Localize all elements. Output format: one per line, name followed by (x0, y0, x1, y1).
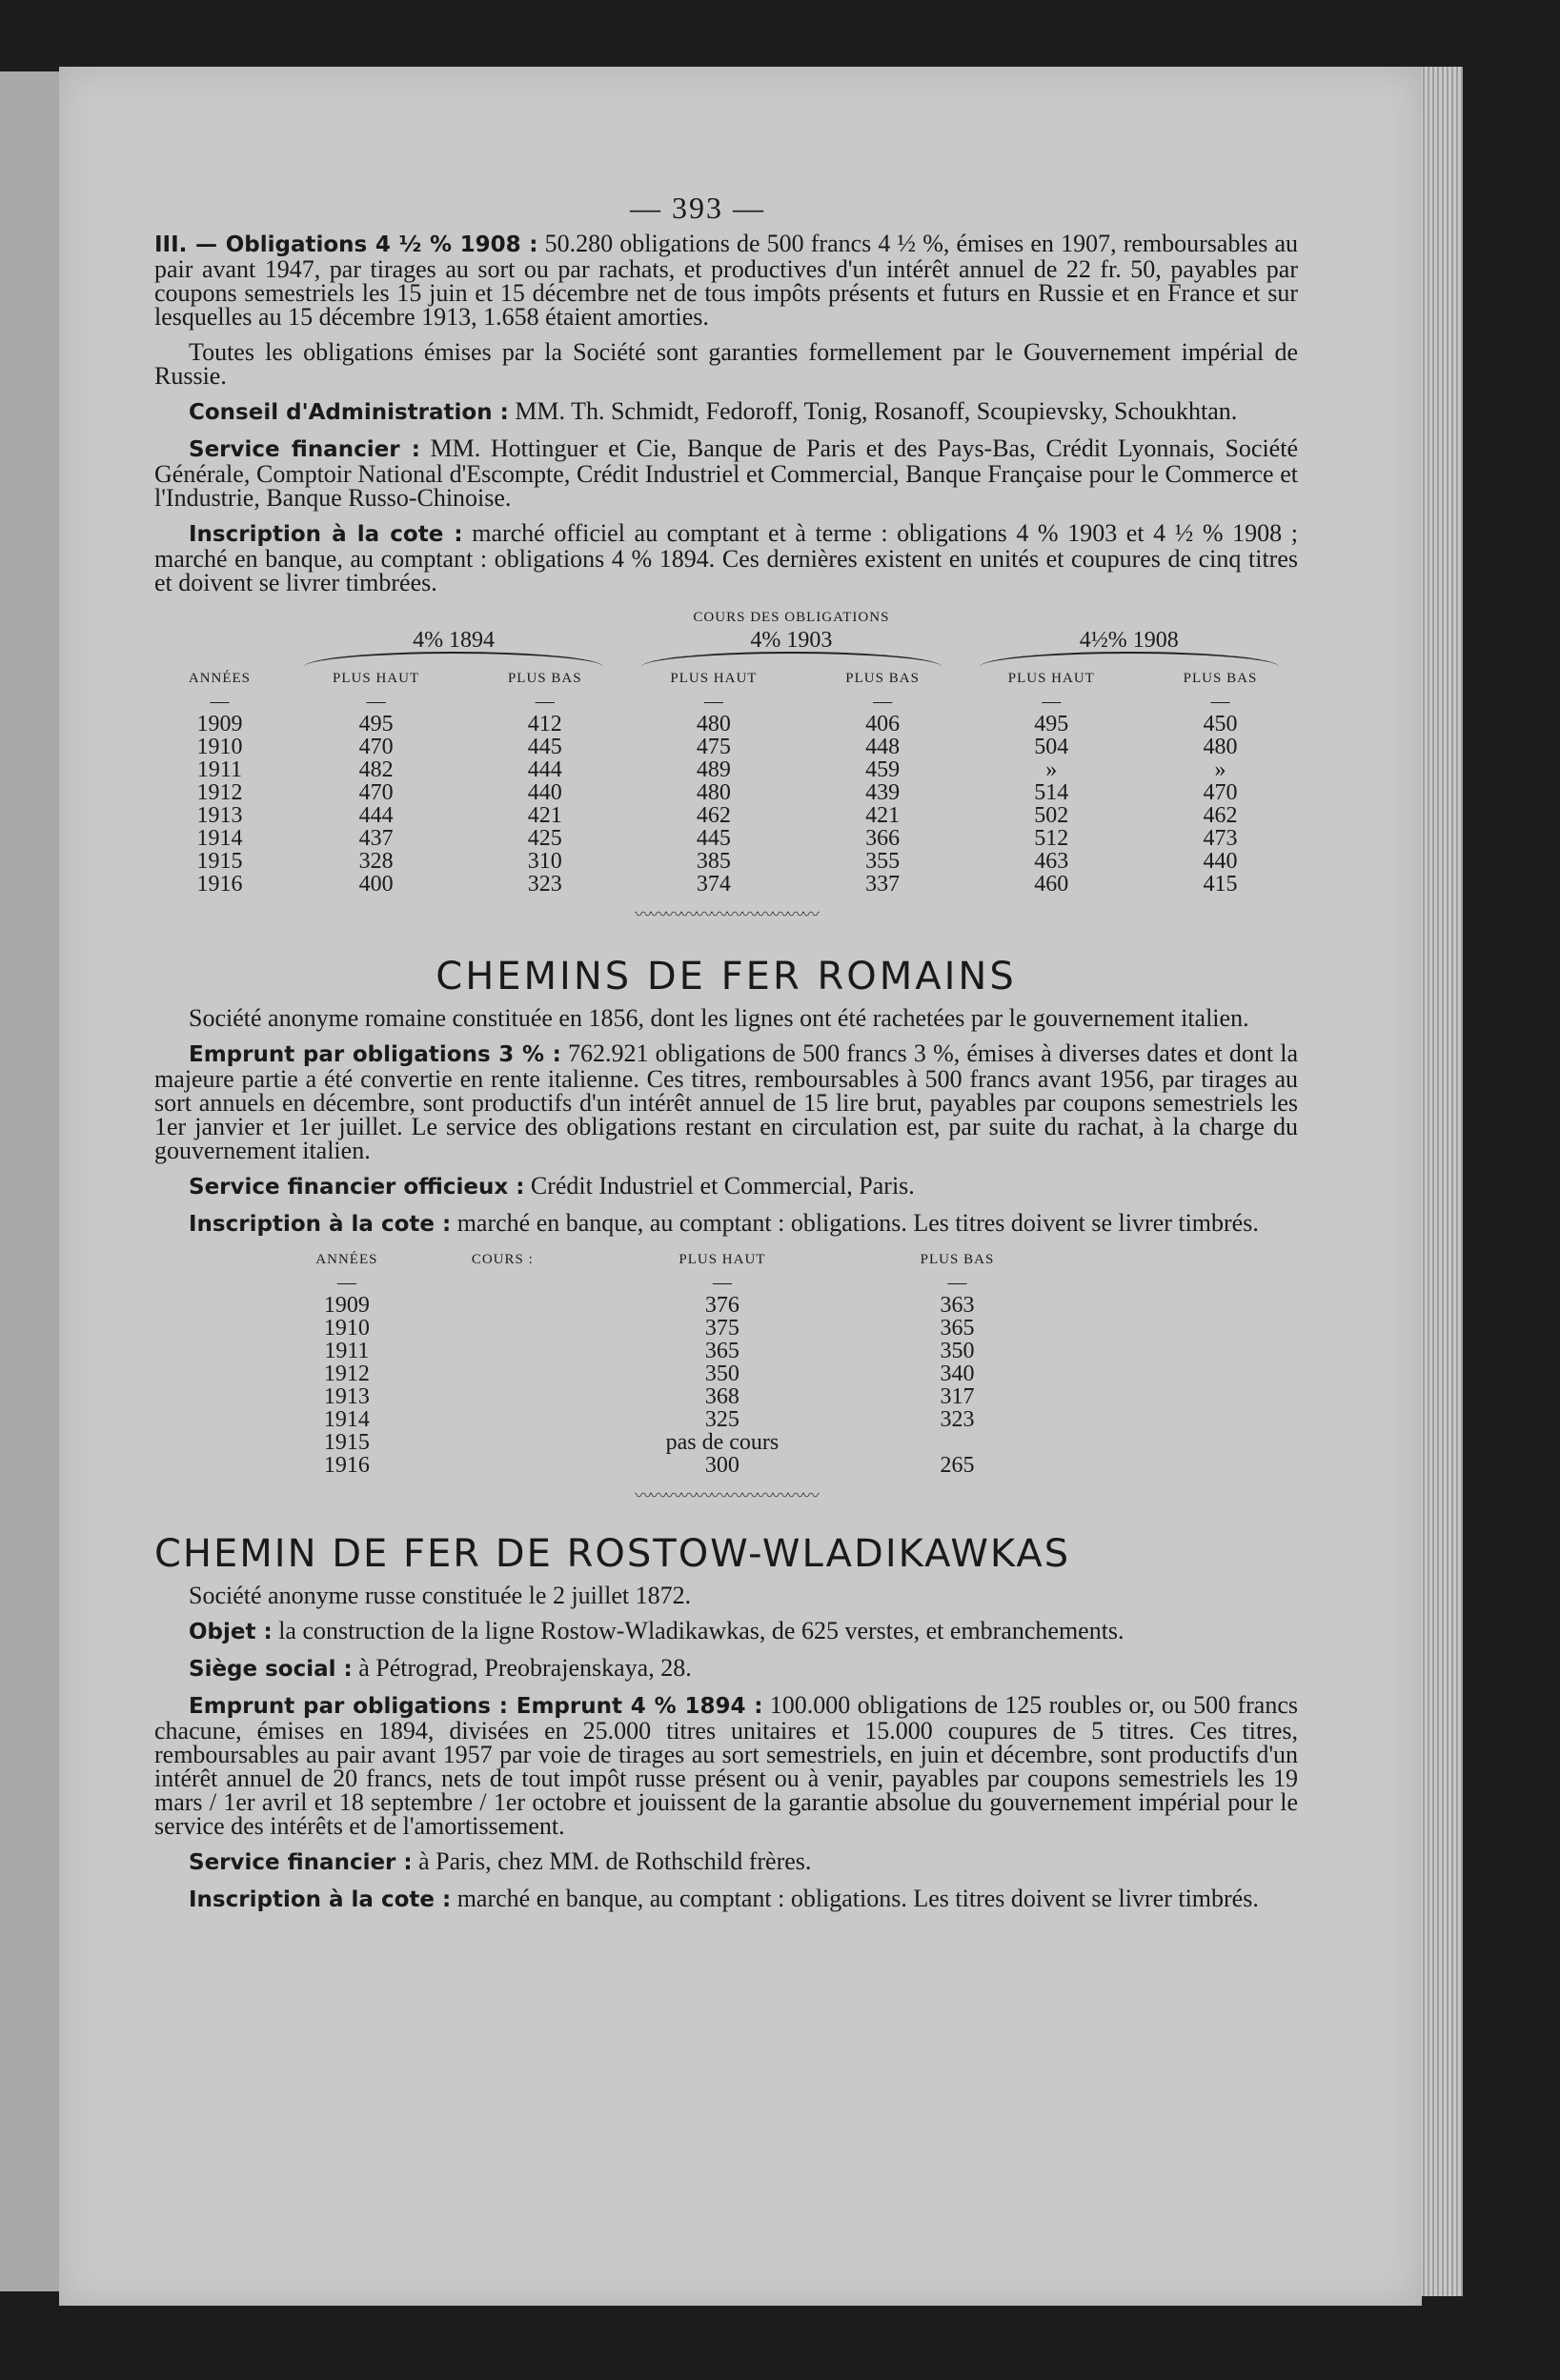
group-header: 4% 1894 (285, 629, 622, 667)
table-cell: 412 (527, 712, 562, 736)
guarantee-paragraph: Toutes les obligations émises par la Société sont garanties formellement par le Gouvernement impérial de Russie. (154, 338, 1298, 390)
inscription-label: Inscription à la cote : (189, 1887, 452, 1912)
table-cell: 421 (865, 803, 901, 828)
table-cell: 1910 (323, 1316, 370, 1341)
table-cell (425, 1385, 580, 1408)
emprunt-label: Emprunt par obligations 3 % : (189, 1042, 561, 1067)
table-cell: 480 (696, 780, 731, 805)
inscription-text: marché officiel au comptant et à terme : obligations 4 % 1903 et 4 ½ % 1908 ; marché en banque, au comptant : obligations 4 % 1894. Ces dernières existent en unités et coupures de cinq titres et doivent se livrer timbrées. (154, 519, 1298, 596)
table-cell: 1912 (323, 1361, 370, 1386)
table-cell: 1916 (196, 872, 243, 897)
table-cell: 514 (1034, 780, 1069, 805)
table-cell: 363 (940, 1293, 975, 1318)
table-cell: 265 (940, 1453, 975, 1478)
table-cell: 406 (865, 712, 901, 736)
table-cell: 365 (940, 1316, 975, 1341)
service-label: Service financier : (189, 437, 420, 462)
romains-emprunt (154, 1041, 1298, 1162)
table-row (269, 1317, 1050, 1340)
table-cell: » (1045, 757, 1058, 782)
col-plus-bas: PLUS BAS (845, 671, 920, 686)
table-cell: 375 (704, 1316, 739, 1341)
table-cell (425, 1408, 580, 1431)
rostow-inscription (154, 1886, 1298, 1912)
table-cell: 1913 (196, 803, 243, 828)
conseil-label: Conseil d'Administration : (189, 400, 509, 425)
table-cell: 310 (527, 849, 562, 874)
obligations-text: 50.280 obligations de 500 francs 4 ½ %, émises en 1907, remboursables au pair avant 1947, par tirages au sort ou par rachats, et productives d'un intérêt annuel de 22 fr. 50, payables par coupons semestriels les 15 juin et 15 décembre net de tous impôts présents et futurs en Russie et en France et sur lesquelles au 15 décembre 1913, 1.658 étaient amorties. (154, 230, 1298, 331)
rostow-objet (154, 1619, 1298, 1644)
table-row (154, 736, 1298, 758)
table-row (154, 827, 1298, 850)
table-cell: 1915 (323, 1430, 370, 1455)
objet-text: la construction de la ligne Rostow-Wladikawkas, de 625 verstes, et embranchements. (272, 1617, 1124, 1644)
siege-label: Siège social : (189, 1657, 353, 1682)
service-label: Service financier : (189, 1850, 413, 1875)
table-cell: 482 (358, 757, 394, 782)
col-plus-haut: PLUS HAUT (333, 671, 420, 686)
table-cell (425, 1317, 580, 1340)
table-cell: 400 (358, 872, 394, 897)
inscription-text: marché en banque, au comptant : obligations. Les titres doivent se livrer timbrés. (451, 1209, 1259, 1237)
service-text: Crédit Industriel et Commercial, Paris. (524, 1172, 915, 1200)
table-cell: 437 (358, 826, 394, 851)
col-annees: ANNÉES (315, 1252, 378, 1267)
table-cell: 340 (940, 1361, 975, 1386)
col-annees: ANNÉES (188, 671, 252, 686)
page-content (154, 191, 1298, 1924)
table-cell: 1909 (196, 712, 243, 736)
table-cell: 385 (696, 849, 731, 874)
table-cell: 459 (865, 757, 901, 782)
section-title-rostow: CHEMIN DE FER DE ROSTOW-WLADIKAWKAS (154, 1532, 1071, 1576)
conseil-text: MM. Th. Schmidt, Fedoroff, Tonig, Rosanoff, Scoupievsky, Schoukhtan. (508, 397, 1238, 425)
table-cell: 439 (865, 780, 901, 805)
table-cell: 328 (358, 849, 394, 874)
table-cell: 355 (865, 849, 901, 874)
table-row (154, 850, 1298, 873)
romains-inscription (154, 1211, 1298, 1237)
table-cell: 323 (940, 1407, 975, 1432)
col-plus-bas: PLUS BAS (507, 671, 582, 686)
obligations-heading: III. — Obligations 4 ½ % 1908 : (154, 232, 538, 257)
table-cell (425, 1362, 580, 1385)
group-header: 4½% 1908 (961, 629, 1298, 667)
siege-text: à Pétrograd, Preobrajenskaya, 28. (352, 1654, 692, 1682)
rostow-service (154, 1849, 1298, 1875)
service-text: MM. Hottinguer et Cie, Banque de Paris et des Pays-Bas, Crédit Lyonnais, Société Générale, Comptoir National d'Escompte, Crédit Industriel et Commercial, Banque Française pour le Commerce et l'Industrie, Banque Russo-Chinoise. (154, 434, 1298, 512)
table-body (269, 1294, 1050, 1477)
emprunt-label: Emprunt par obligations : Emprunt 4 % 1894 : (189, 1694, 763, 1719)
table-cell: 1913 (323, 1384, 370, 1409)
table-cell: 462 (1203, 803, 1238, 828)
table-cell: 502 (1034, 803, 1069, 828)
table-row (269, 1362, 1050, 1385)
table-cell: 470 (358, 735, 394, 759)
table-cell: 448 (865, 735, 901, 759)
table-cell: 463 (1034, 849, 1069, 874)
service-text: à Paris, chez MM. de Rothschild frères. (412, 1847, 812, 1875)
table-cell: 368 (704, 1384, 739, 1409)
service-paragraph (154, 436, 1298, 510)
table-cell: 440 (527, 780, 562, 805)
rostow-intro: Société anonyme russe constituée le 2 juillet 1872. (189, 1582, 692, 1609)
page-number: — 393 — (630, 191, 765, 225)
table-cell: » (1214, 757, 1226, 782)
inscription-paragraph (154, 521, 1298, 595)
table-cell (425, 1294, 580, 1317)
table-cell: 445 (696, 826, 731, 851)
inscription-label: Inscription à la cote : (189, 522, 463, 547)
col-plus-bas: PLUS BAS (1183, 671, 1258, 686)
inscription-label: Inscription à la cote : (189, 1212, 452, 1237)
table-cell: 473 (1203, 826, 1238, 851)
table-cell: 421 (527, 803, 562, 828)
table-cell: 440 (1203, 849, 1238, 874)
table-cell: 350 (704, 1361, 739, 1386)
table-cell: 1909 (323, 1293, 370, 1318)
header-row (269, 1248, 1050, 1271)
col-cours: COURS : (471, 1252, 534, 1267)
table-cell: 317 (940, 1384, 975, 1409)
brace-line (304, 652, 603, 667)
table-cell: 366 (865, 826, 901, 851)
romains-intro: Société anonyme romaine constituée en 1856, dont les lignes ont été rachetées par le gouvernement italien. (189, 1004, 1249, 1032)
table-cell: 450 (1203, 712, 1238, 736)
table-cell: 1914 (196, 826, 243, 851)
table-row (269, 1340, 1050, 1362)
brace-line (641, 652, 941, 667)
table-row (269, 1431, 1050, 1454)
table-cell: 1916 (323, 1453, 370, 1478)
obligations-paragraph (154, 232, 1298, 329)
emprunt-text: 100.000 obligations de 125 roubles or, ou 500 francs chacune, émises en 1894, divisées en 25.000 titres unitaires et 15.000 coupures de 5 titres. Ces titres, remboursables au pair avant 1957 par voie de tirages au sort semestriels, en juin et décembre, sont productifs d'un intérêt annuel de 20 francs, nets de tout impôt russe présent ou à venir, payables par coupons semestriels les 19 mars / 1er avril et 18 septembre / 1er octobre et jouissent de la garantie absolue du gouvernement impérial pour le service des intérêts et de l'amortissement. (154, 1691, 1299, 1840)
ornament-divider: 〰〰〰〰〰〰〰〰〰〰〰〰 (635, 905, 818, 924)
inscription-text: marché en banque, au comptant : obligations. Les titres doivent se livrer timbrés. (451, 1885, 1259, 1912)
table-cell (864, 1431, 1050, 1454)
table-cell: 475 (696, 735, 731, 759)
table-cell: 1912 (196, 780, 243, 805)
table-row (269, 1385, 1050, 1408)
table-cell: 495 (1034, 712, 1069, 736)
rostow-siege (154, 1656, 1298, 1682)
table-cell: 1911 (196, 757, 242, 782)
col-plus-haut: PLUS HAUT (679, 1252, 766, 1267)
table-cell: 1910 (196, 735, 243, 759)
table-caption-row (154, 606, 1298, 629)
table-cell: 337 (865, 872, 901, 897)
sub-header-row (154, 667, 1298, 690)
romains-service (154, 1174, 1298, 1200)
col-plus-bas: PLUS BAS (920, 1252, 995, 1267)
table-cell: 374 (696, 872, 731, 897)
section-title-romains: CHEMINS DE FER ROMAINS (436, 955, 1017, 998)
table-row (154, 713, 1298, 736)
obligations-price-table (154, 606, 1298, 896)
col-plus-haut: PLUS HAUT (1007, 671, 1095, 686)
table-cell: 350 (940, 1339, 975, 1363)
table-row (269, 1454, 1050, 1477)
table-cell: 445 (527, 735, 562, 759)
table-cell: 480 (1203, 735, 1238, 759)
rostow-emprunt (154, 1693, 1298, 1838)
book-page (59, 67, 1422, 2306)
table-cell: 460 (1034, 872, 1069, 897)
table-cell: 415 (1203, 872, 1238, 897)
table-cell: 470 (1203, 780, 1238, 805)
table-cell: 376 (704, 1293, 739, 1318)
previous-page-edge (0, 71, 61, 2291)
table-cell: 365 (704, 1339, 739, 1363)
table-cell (425, 1340, 580, 1362)
table-cell: 504 (1034, 735, 1069, 759)
table-cell (425, 1454, 580, 1477)
group-header: 4% 1903 (622, 629, 960, 667)
dash-row: — — — (336, 1272, 967, 1293)
table-cell: 325 (704, 1407, 739, 1432)
table-cell: 323 (527, 872, 562, 897)
table-row (154, 781, 1298, 804)
table-cell: 1911 (324, 1339, 370, 1363)
table-cell (425, 1431, 580, 1454)
emprunt-text: 762.921 obligations de 500 francs 3 %, émises à diverses dates et dont la majeure partie a été convertie en rente italienne. Ces titres, remboursables à 500 francs avant 1956, par tirages au sort annuels en décembre, sont productifs d'un intérêt annuel de 15 lire brut, payables par coupons semestriels les 1er janvier et 1er juillet. Le service des obligations restant en circulation est, par suite du rachat, à la charge du gouvernement italien. (154, 1039, 1298, 1164)
table-cell: 300 (704, 1453, 739, 1478)
table-cell: 425 (527, 826, 562, 851)
col-plus-haut: PLUS HAUT (670, 671, 758, 686)
table-cell: 444 (358, 803, 394, 828)
table-cell: 462 (696, 803, 731, 828)
romains-price-table (269, 1248, 1050, 1477)
table-caption: COURS DES OBLIGATIONS (693, 610, 890, 625)
table-cell: 444 (527, 757, 562, 782)
dash-row: — — — — — — — (210, 691, 1230, 712)
group-header-row (154, 629, 1298, 667)
objet-label: Objet : (189, 1620, 273, 1644)
table-cell: 470 (358, 780, 394, 805)
table-row (269, 1294, 1050, 1317)
table-row (154, 758, 1298, 781)
table-cell: 480 (696, 712, 731, 736)
table-row (154, 873, 1298, 896)
table-body (154, 713, 1298, 896)
conseil-paragraph (154, 399, 1298, 425)
table-cell: 1914 (323, 1407, 370, 1432)
ornament-divider: 〰〰〰〰〰〰〰〰〰〰〰〰 (635, 1486, 818, 1505)
table-row (154, 804, 1298, 827)
table-cell: 489 (696, 757, 731, 782)
brace-line (980, 652, 1279, 667)
table-cell: 1915 (196, 849, 243, 874)
table-cell: 512 (1034, 826, 1069, 851)
service-label: Service financier officieux : (189, 1175, 525, 1200)
table-cell: 495 (358, 712, 394, 736)
table-cell: pas de cours (665, 1430, 780, 1455)
table-row (269, 1408, 1050, 1431)
